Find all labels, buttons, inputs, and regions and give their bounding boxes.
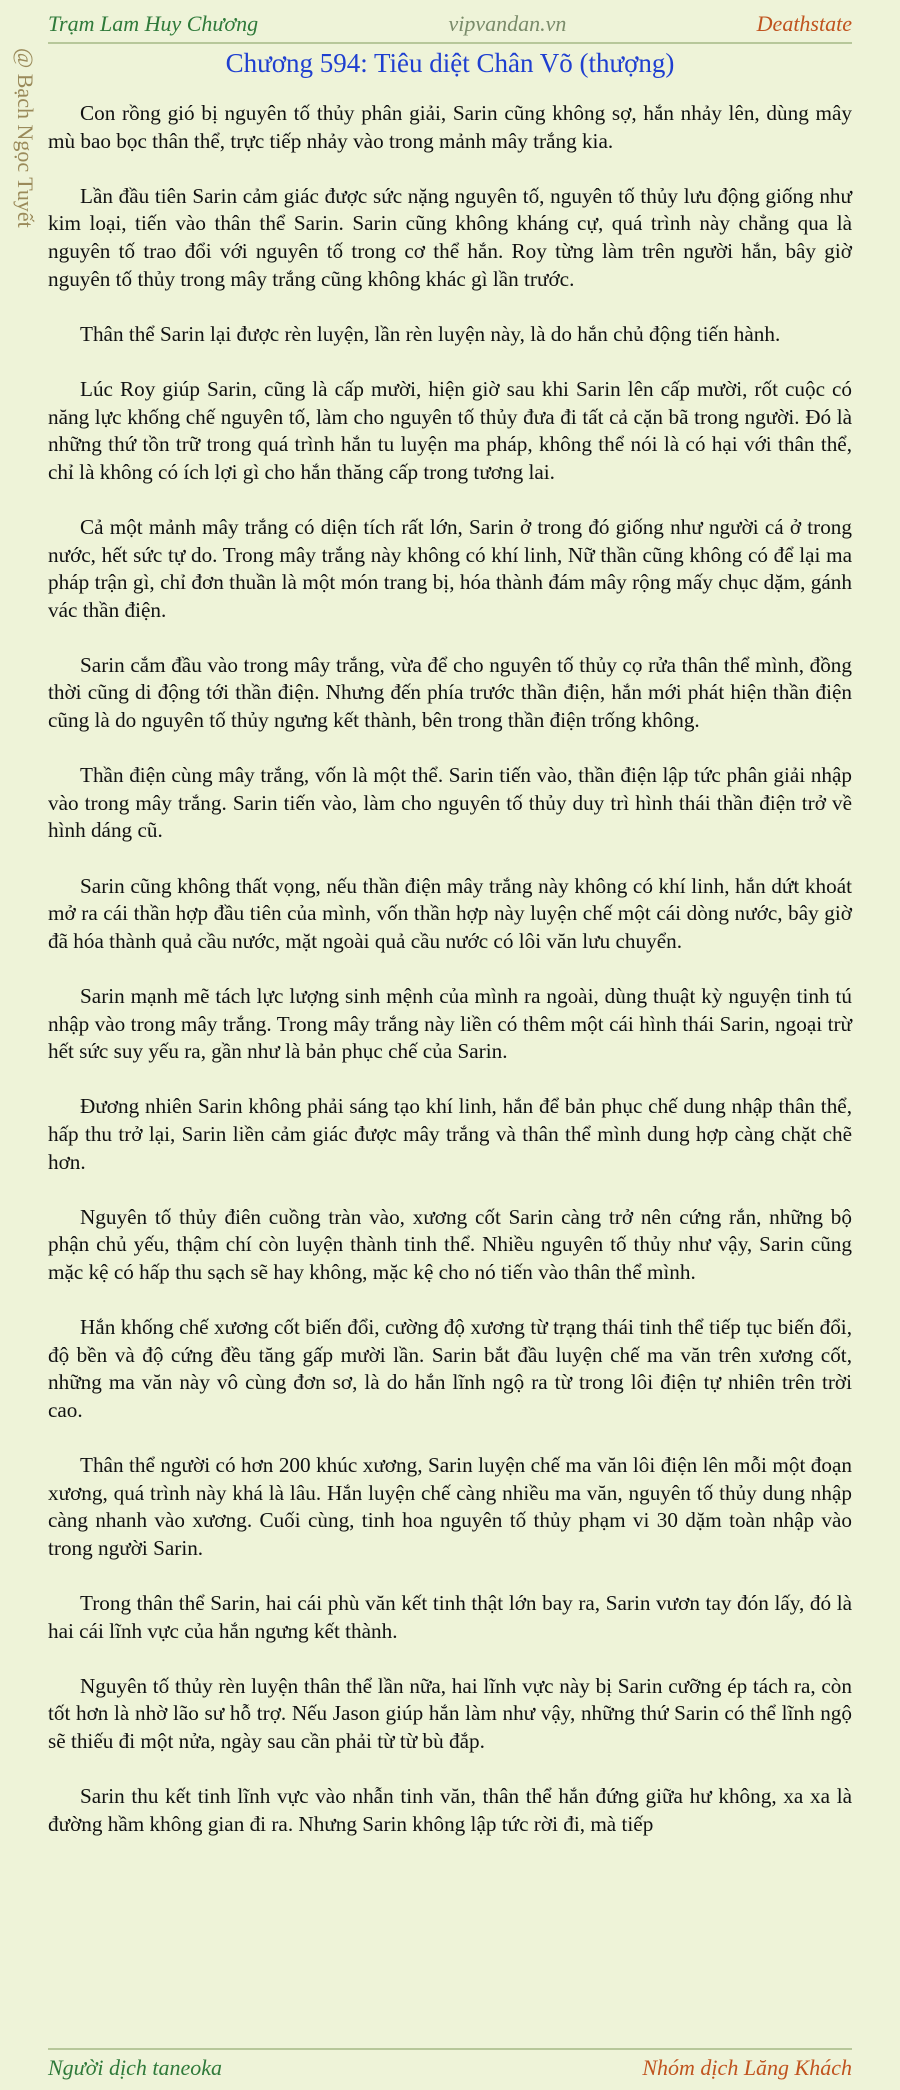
- paragraph: Hắn khống chế xương cốt biến đổi, cường độ xương từ trạng thái tinh thể tiếp tục biến đổi, độ bền và độ cứng đều tăng gấp mười lần. Sarin bắt đầu luyện chế ma văn trên xương cốt, những ma văn này vô cùng đơn sơ, là do hắn lĩnh ngộ ra từ trong lôi điện tự nhiên trên trời cao.: [48, 1315, 852, 1422]
- paragraph: Nguyên tố thủy rèn luyện thân thể lần nữa, hai lĩnh vực này bị Sarin cưỡng ép tách ra, còn tốt hơn là nhờ lão sư hỗ trợ. Nếu Jason giúp hắn làm như vậy, những thứ Sarin có thể lĩnh ngộ sẽ thiếu đi một nửa, ngày sau cần phải từ từ bù đắp.: [48, 1673, 852, 1754]
- paragraph: Sarin thu kết tinh lĩnh vực vào nhẫn tinh văn, thân thể hắn đứng giữa hư không, xa xa là đường hầm không gian đi ra. Nhưng Sarin không lập tức rời đi, mà tiếp: [48, 1784, 852, 1836]
- paragraph: Cả một mảnh mây trắng có diện tích rất lớn, Sarin ở trong đó giống như người cá ở trong nước, hết sức tự do. Trong mây trắng này không có khí linh, Nữ thần cũng không có để lại ma pháp trận gì, chỉ đơn thuần là một món trang bị, hóa thành đám mây rộng mấy chục dặm, gánh vác thần điện.: [48, 514, 852, 622]
- paragraph: Trong thân thể Sarin, hai cái phù văn kết tinh thật lớn bay ra, Sarin vươn tay đón lấy, đó là hai cái lĩnh vực của hắn ngưng kết thành.: [48, 1591, 852, 1643]
- paragraph: Lúc Roy giúp Sarin, cũng là cấp mười, hiện giờ sau khi Sarin lên cấp mười, rốt cuộc có năng lực khống chế nguyên tố, làm cho nguyên tố thủy đưa đi tất cả cặn bã trong người. Đó là những thứ tồn trữ trong quá trình hắn tu luyện ma pháp, không thể nói là có hại với thân thể, chỉ là không có ích lợi gì cho hắn thăng cấp trong tương lai.: [48, 376, 852, 484]
- header-author: Deathstate: [756, 11, 852, 36]
- paragraph: Thần điện cùng mây trắng, vốn là một thể. Sarin tiến vào, thần điện lập tức phân giải nhập vào trong mây trắng. Sarin tiến vào, làm cho nguyên tố thủy duy trì hình thái thần điện trở về hình dáng cũ.: [48, 763, 852, 843]
- paragraph: Thân thể người có hơn 200 khúc xương, Sarin luyện chế ma văn lôi điện lên mỗi một đoạn xương, quá trình này khá là lâu. Hắn luyện chế càng nhiều ma văn, nguyên tố thủy dung nhập càng nhanh vào xương. Cuối cùng, tinh hoa nguyên tố thủy phạm vi 30 dặm toàn nhập vào trong người Sarin.: [48, 1453, 852, 1560]
- paragraph: Đương nhiên Sarin không phải sáng tạo khí linh, hắn để bản phục chế dung nhập thân thể, hấp thu trở lại, Sarin liền cảm giác được mây trắng và thân thể mình dung hợp càng chặt chẽ hơn.: [48, 1094, 852, 1174]
- paragraph: Sarin cắm đầu vào trong mây trắng, vừa để cho nguyên tố thủy cọ rửa thân thể mình, đồng thời cũng di động tới thần điện. Nhưng đến phía trước thần điện, hắn mới phát hiện thần điện cũng là do nguyên tố thủy ngưng kết thành, bên trong thần điện trống không.: [48, 652, 852, 733]
- header-book-title: Trạm Lam Huy Chương: [48, 11, 259, 36]
- paragraph: Con rồng gió bị nguyên tố thủy phân giải, Sarin cũng không sợ, hắn nhảy lên, dùng mây mù bao bọc thân thể, trực tiếp nhảy vào trong mảnh mây trắng kia.: [48, 101, 852, 153]
- watermark-text: @ Bạch Ngọc Tuyết: [13, 48, 38, 228]
- paragraph: Nguyên tố thủy điên cuồng tràn vào, xương cốt Sarin càng trở nên cứng rắn, những bộ phận chủ yếu, thậm chí còn luyện thành tinh thể. Nhiều nguyên tố thủy như vậy, Sarin cũng mặc kệ có hấp thu sạch sẽ hay không, mặc kệ cho nó tiến vào thân thể mình.: [48, 1204, 852, 1284]
- paragraph: Sarin mạnh mẽ tách lực lượng sinh mệnh của mình ra ngoài, dùng thuật kỳ nguyện tinh tú nhập vào trong mây trắng. Trong mây trắng này liền có thêm một cái hình thái Sarin, ngoại trừ hết sức suy yếu ra, gần như là bản phục chế của Sarin.: [48, 984, 852, 1064]
- footer-group: Nhóm dịch Lăng Khách: [642, 2055, 852, 2080]
- paragraph: Sarin cũng không thất vọng, nếu thần điện mây trắng này không có khí linh, hắn dứt khoát mở ra cái thần hợp đầu tiên của mình, vốn thần hợp này luyện chế một cái dòng nước, bây giờ đã hóa thành quả cầu nước, mặt ngoài quả cầu nước có lôi văn lưu chuyển.: [48, 873, 852, 953]
- page-footer: [48, 2048, 852, 2086]
- chapter-title: Chương 594: Tiêu diệt Chân Võ (thượng): [225, 48, 675, 78]
- side-watermark: [8, 48, 42, 288]
- header-site: vipvandan.vn: [448, 11, 567, 36]
- paragraph: Lần đầu tiên Sarin cảm giác được sức nặng nguyên tố, nguyên tố thủy lưu động giống như kim loại, tiến vào thân thể Sarin. Sarin cũng không kháng cự, quá trình này chẳng qua là nguyên tố trao đổi với nguyên tố trong cơ thể hắn. Roy từng làm trên người hắn, bây giờ nguyên tố thủy trong mây trắng cũng không khác gì lần trước.: [48, 183, 852, 291]
- footer-translator: Người dịch taneoka: [48, 2055, 223, 2080]
- paragraph: Thân thể Sarin lại được rèn luyện, lần rèn luyện này, là do hắn chủ động tiến hành.: [80, 321, 781, 346]
- chapter-body: [48, 100, 852, 1866]
- page-header: [48, 6, 852, 44]
